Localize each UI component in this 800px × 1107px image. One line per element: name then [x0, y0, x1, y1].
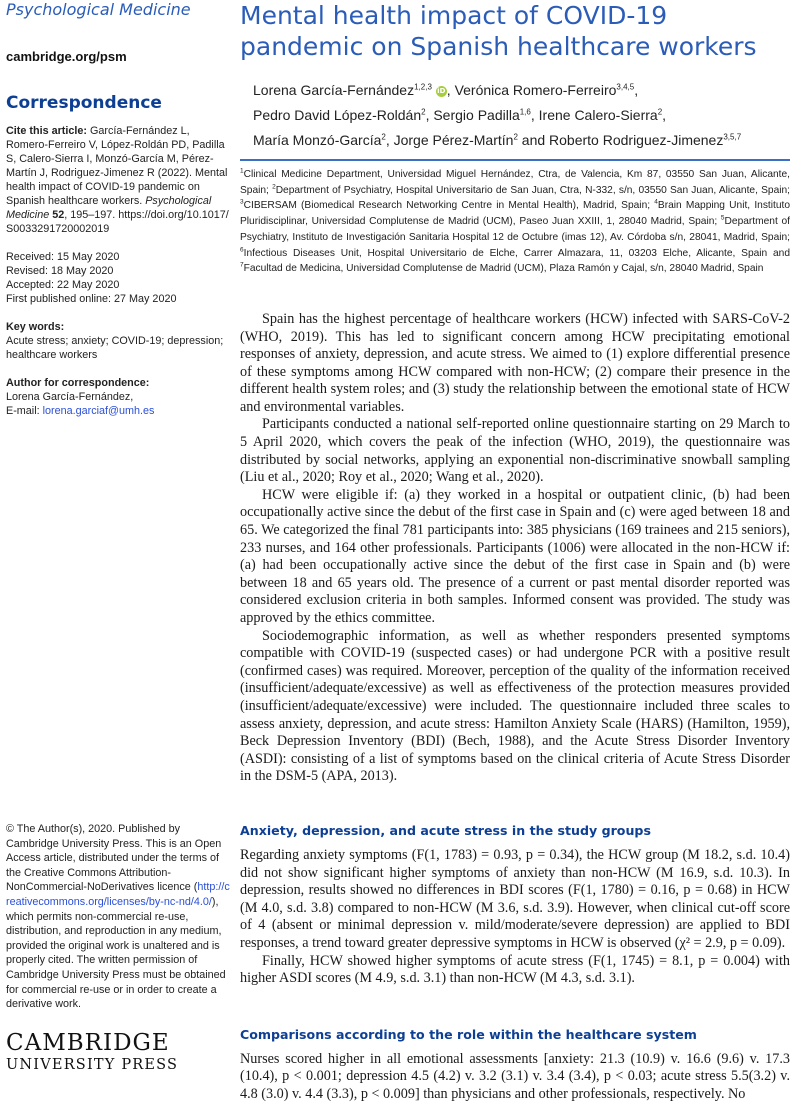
journal-site-link[interactable]: cambridge.org/psm	[6, 49, 127, 64]
affiliation: Department of Psychiatry, Hospital Universitario de San Juan, Ctra, N-332, s/n, 03550 San Juan, Alicante, Spain;	[275, 184, 790, 196]
cite-volume: 52	[52, 209, 65, 221]
keywords	[6, 320, 230, 362]
section-heading: Anxiety, depression, and acute stress in the study groups	[240, 822, 651, 838]
author: Roberto Rodriguez-Jimenez$^{3,5,7}$	[549, 132, 742, 148]
affiliations: $^1$Clinical Medicine Department, Universidad Miguel Hernández, Ctra, de Valencia, Km 87, 03550 San Juan, Alicante, Spain; $^2$Department of Psychiatry, Hospital Universitario de San Juan, Ctra, N-332, s/n, 03550 San Juan, Alicante, Spain; $^3$CIBERSAM (Biomedical Research Networking Centre in Mental Health), Madrid, Spain; $^4$Brain Mapping Unit, Instituto Pluridisciplinar, Universidad Complutense de Madrid (UCM), Paseo Juan XXIII, 1, 28040 Madrid, Spain; $^5$Department of Psychiatry, Instituto de Investigación Sanitaria Hospital 12 de Octubre (imas 12), Av. Córdoba s/n, 28041, Madrid, Spain; $^6$Infectious Diseases Unit, Hospital Universitario de Elche, Carrer Almazara, 11, 03203 Elche, Alicante, Spain and $^7$Facultad de Medicina, Universidad Complutense de Madrid (UCM), Plaza Ramón y Cajal, s/n, 28040 Madrid, Spain	[240, 167, 791, 275]
paragraph: Spain has the highest percentage of healthcare workers (HCW) infected with SARS-CoV-2 (WHO, 2019). This has led to significant concern among HCW precipitating emotional responses of anxiety, depression, and acute stress. We aimed to (1) explore differential presence of these symptoms among HCW compared with non-HCW; (2) compare their presence in the different health system roles; and (3) study the relationship between the emotional state of HCW and environmental variables.	[240, 310, 790, 415]
keywords-label: Key words:	[6, 321, 65, 333]
and-text: and	[517, 132, 550, 148]
affiliation: CIBERSAM (Biomedical Research Networking Centre in Mental Health), Madrid, Spain;	[243, 200, 655, 212]
date-published: First published online: 27 May 2020	[6, 293, 177, 305]
cite-journal: Psychological Medicine	[6, 195, 212, 221]
cambridge-logo	[6, 1030, 230, 1074]
copyright-text-pre: © The Author(s), 2020. Published by Cambridge University Press. This is an Open Access article, distributed under the terms of the Creative Commons Attribution-NonCommercial-NoDerivatives licence (	[6, 823, 222, 894]
paragraph: Sociodemographic information, as well as whether responders presented symptoms compatible with COVID-19 (suspected cases) or had undergone PCR with a positive result (confirmed cases) was required. Moreover, perception of the quality of the information received (insufficient/adequate/excessive) as well as effectiveness of the protection measures provided (insufficient/adequate/excessive) were included. The questionnaire included three scales to assess anxiety, depression, and acute stress: Hamilton Anxiety Scale (HARS) (Hamilton, 1959), Beck Depression Inventory (BDI) (Bech, 1988), and the Acute Stress Disorder Inventory (ASDI): consisting of a list of symptoms based on the clinical criteria of Acute Stress Disorder in the DSM-5 (APA, 2013).	[240, 627, 790, 785]
affiliation: Clinical Medicine Department, Universidad Miguel Hernández, Ctra, de Valencia, Km 87, 03550 San Juan, Alicante, Spain;	[240, 169, 790, 196]
logo-line2: UNIVERSITY PRESS	[6, 1056, 179, 1073]
section-heading: Comparisons according to the role within the healthcare system	[240, 1026, 697, 1042]
author: María Monzó-García$^2$	[253, 132, 386, 148]
paragraph: Finally, HCW showed higher symptoms of acute stress (F(1, 1745) = 8.1, p = 0.004) with higher ASDI scores (M 4.9, s.d. 3.1) than non-HCW (M 4.3, s.d. 3.1).	[240, 952, 790, 987]
email-label: E-mail:	[6, 405, 43, 417]
article-type: Correspondence	[6, 93, 162, 113]
article-body	[240, 311, 790, 1104]
author: Lorena García-Fernández$^{1,2,3}$	[253, 82, 432, 98]
sidebar-footer	[6, 822, 230, 1074]
affiliation: Department of Psychiatry, Instituto de Investigación Sanitaria Hospital 12 de Octubre (imas 12), Av. Córdoba s/n, 28041, Madrid, Spain;	[240, 216, 790, 243]
author: Verónica Romero-Ferreiro$^{3,4,5}$	[454, 82, 635, 98]
logo-line1: CAMBRIDGE	[6, 1029, 170, 1056]
cite-pages: , 195–197. https://doi.org/10.1017/S0033291720002019	[6, 209, 229, 235]
paragraph: HCW were eligible if: (a) they worked in a hospital or outpatient clinic, (b) had been occupationally active since the debut of the first case in Spain and (c) were aged between 18 and 65. We categorized the final 781 participants into: 385 physicians (169 trainees and 215 seniors), 233 nurses, and 164 other professionals. Participants (1006) were allocated in the non-HCW if: (a) had been occupationally active since the debut of the first case in Spain and (b) were between 18 and 65 years old. The presence of a current or past mental disorder reported was considered exclusion criteria in both samples. Informed consent was provided. The study was approved by the ethics committee.	[240, 486, 790, 627]
cite-label: Cite this article:	[6, 125, 87, 137]
keywords-text: Acute stress; anxiety; COVID-19; depression; healthcare workers	[6, 335, 224, 361]
author-list: Lorena García-Fernández$^{1,2,3}$ iD, Verónica Romero-Ferreiro$^{3,4,5}$, Pedro David López-Roldán$^2$, Sergio Padilla$^{1,6}$, Irene Calero-Sierra$^2$, María Monzó-García$^2$, Jorge Pérez-Martín$^2$ and Roberto Rodriguez-Jimenez$^{3,5,7}$	[253, 82, 742, 148]
author: Pedro David López-Roldán$^2$	[253, 107, 426, 123]
article-dates	[6, 250, 230, 306]
article-header	[240, 0, 790, 277]
correspondence-author	[6, 376, 230, 418]
header-divider	[240, 159, 790, 161]
author: Sergio Padilla$^{1,6}$	[433, 107, 531, 123]
date-received: Received: 15 May 2020	[6, 251, 120, 263]
date-accepted: Accepted: 22 May 2020	[6, 279, 120, 291]
article-main	[240, 0, 790, 1103]
email-link[interactable]: lorena.garciaf@umh.es	[42, 405, 155, 417]
citation	[6, 124, 230, 236]
author: Irene Calero-Sierra$^2$	[538, 107, 663, 123]
paragraph: Regarding anxiety symptoms (F(1, 1783) = 0.93, p = 0.34), the HCW group (M 18.2, s.d. 10.4) did not show significant higher symptoms of anxiety than non-HCW (M 16.9, s.d. 10.3). In depression, results showed no differences in BDI scores (F(1, 1780) = 0.16, p = 0.68) in HCW (M 4.0, s.d. 3.8) compared to non-HCW (M 3.6, s.d. 3.9). However, when clinical cut-off score of 4 (absent or minimal depression v. mild/moderate/severe depression) are applied to BDI responses, a trend toward greater depressive symptoms in HCW is observed (χ² = 2.9, p = 0.09).	[240, 846, 790, 951]
paragraph: Nurses scored higher in all emotional assessments [anxiety: 21.3 (10.9) v. 16.6 (9.6) v. 17.3 (10.4), p < 0.001; depression 4.5 (4.2) v. 3.2 (3.1) v. 3.4 (3.4), p < 0.03; acute stress 5.5(3.2) v. 4.8 (3.0) v. 4.4 (3.3), p < 0.009] than physicians and other professionals, respectively. No	[240, 1050, 790, 1102]
sidebar	[6, 0, 230, 418]
author-label: Author for correspondence:	[6, 377, 150, 389]
journal-name: Psychological Medicine	[6, 0, 191, 19]
affiliation: Facultad de Medicina, Universidad Complutense de Madrid (UCM), Plaza Ramón y Cajal, s/n, 28040 Madrid, Spain	[243, 263, 764, 275]
orcid-icon[interactable]: iD	[437, 86, 446, 95]
affiliation: Brain Mapping Unit, Instituto Pluridisciplinar, Universidad Complutense de Madrid (UCM), Paseo Juan XXIII, 1, 28040 Madrid, Spain;	[240, 200, 791, 228]
author: Jorge Pérez-Martín$^2$	[393, 132, 518, 148]
affiliation: Infectious Diseases Unit, Hospital Universitario de Elche, Carrer Almazara, 11, 03203 Elche, Alicante, Spain and	[243, 247, 790, 259]
article-title: Mental health impact of COVID-19 pandemic on Spanish healthcare workers	[240, 1, 757, 61]
cite-text: García-Fernández L, Romero-Ferreiro V, López-Roldán PD, Padilla S, Calero-Sierra I, Monzó-García M, Pérez-Martín J, Rodriguez-Jimenez R (2022). Mental health impact of COVID-19 pandemic on Spanish healthcare workers.	[6, 125, 228, 207]
date-revised: Revised: 18 May 2020	[6, 265, 114, 277]
paragraph: Participants conducted a national self-reported online questionnaire starting on 29 March to 5 April 2020, which covers the peak of the infection (WHO, 2019), the questionnaire was distributed by social networks, applying an exponential non-discriminative snowball sampling (Liu et al., 2020; Roy et al., 2020; Wang et al., 2020).	[240, 416, 790, 486]
license-link[interactable]: http://creativecommons.org/licenses/by-nc-nd/4.0/	[6, 881, 230, 908]
author-name: Lorena García-Fernández,	[6, 391, 134, 403]
copyright-text-post: ), which permits non-commercial re-use, distribution, and reproduction in any medium, provided the original work is unaltered and is properly cited. The written permission of Cambridge University Press must be obtained for commercial re-use or in order to create a derivative work.	[6, 895, 226, 1011]
copyright-notice	[6, 822, 230, 1012]
